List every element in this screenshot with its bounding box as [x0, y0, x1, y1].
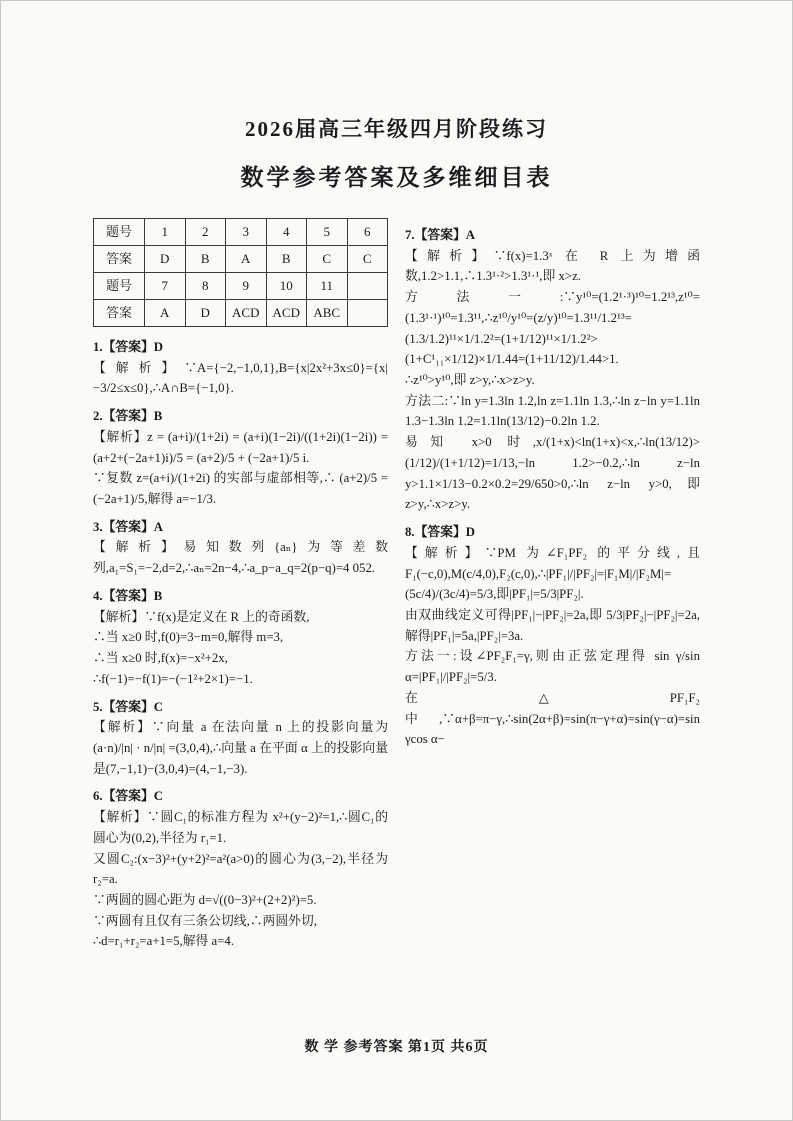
solution-paragraph: 由双曲线定义可得|PF₁|−|PF₂|=2a,即 5/3|PF₂|−|PF₂|=2a,解得|PF₁|=5a,|PF₂|=3a. [405, 607, 700, 643]
answer-line: 2.【答案】B [93, 409, 163, 424]
page-footer: 数 学 参考答案 第1页 共6页 [304, 1040, 489, 1055]
table-cell: 2 [185, 219, 226, 246]
solution-item [405, 225, 700, 515]
document-header [1, 1, 792, 192]
solution-paragraph: 【解析】∵f(x)=1.3ˣ 在 R 上为增函数,1.2>1.1,∴1.3¹·²>1.3¹·¹,即 x>z. [405, 248, 700, 284]
title-line-1: 2026届高三年级四月阶段练习 [245, 117, 548, 141]
table-cell: ACD [266, 300, 307, 327]
solution-paragraph: ∴当 x≥0 时,f(x)=−x²+2x, [93, 651, 228, 666]
solution-paragraph: ∴z¹⁰>y¹⁰,即 z>y,∴x>z>y. [405, 373, 535, 388]
table-cell: 3 [226, 219, 267, 246]
table-cell: C [347, 246, 388, 273]
table-cell [347, 300, 388, 327]
table-cell: 5 [307, 219, 348, 246]
table-cell: ABC [307, 300, 348, 327]
solution-paragraph: 又圆C₂:(x−3)²+(y+2)²=a²(a>0)的圆心为(3,−2),半径为 r₂=a. [93, 851, 388, 887]
table-cell: 8 [185, 273, 226, 300]
title-line-2: 数学参考答案及多维细目表 [240, 165, 553, 190]
answer-line: 1.【答案】D [93, 340, 164, 354]
solution-item [93, 697, 388, 780]
table-cell: 1 [145, 219, 186, 246]
solution-paragraph: 【解析】∵PM 为∠F₁PF₂ 的平分线,且 F₁(−c,0),M(c/4,0),F₂(c,0),∴|PF₁|/|PF₂|=|F₁M|/|F₂M|=(5c/4)/(3c/4)=5/3,即|PF₁|=5/3|PF₂|. [405, 545, 700, 602]
table-cell: A [145, 300, 186, 327]
solution-item [93, 586, 388, 690]
answer-table [93, 218, 388, 327]
table-label-cell: 答案 [94, 300, 145, 327]
table-label-cell: 答案 [94, 246, 145, 273]
solution-paragraph: 方法一:∵y¹⁰=(1.2¹·³)¹⁰=1.2¹³,z¹⁰=(1.3¹·¹)¹⁰=1.3¹¹,∴z¹⁰/y¹⁰=(z/y)¹⁰=1.3¹¹/1.2¹³=(1.3/1.2)¹¹×1/1.2²=(1+1/12)¹¹×1/1.2²>(1+C¹₁₁×1/12)×1/1.44=(1+11/12)/1.44>1. [405, 290, 700, 367]
solution-item [93, 337, 388, 399]
solution-paragraph: ∵两圆的圆心距为 d=√((0−3)²+(2+2)²)=5. [93, 892, 317, 907]
table-cell: B [266, 246, 307, 273]
table-row [94, 300, 388, 327]
solution-item [93, 406, 388, 510]
table-cell [347, 273, 388, 300]
table-cell: 4 [266, 219, 307, 246]
solution-paragraph: ∴f(−1)=−f(1)=−(−1²+2×1)=−1. [93, 671, 253, 686]
solution-paragraph: ∵两圆有且仅有三条公切线,∴两圆外切, [93, 913, 317, 928]
answer-line: 5.【答案】C [93, 699, 164, 714]
table-label-cell: 题号 [94, 219, 145, 246]
solution-paragraph: 在△PF₁F₂ 中,∵α+β=π−γ,∴sin(2α+β)=sin(π−γ+α)=sin(γ−α)=sin γcos α− [405, 690, 700, 747]
table-cell: C [307, 246, 348, 273]
left-column [93, 218, 388, 952]
solution-paragraph: 【解析】z = (a+i)/(1+2i) = (a+i)(1−2i)/((1+2i)(1−2i)) = (a+2+(−2a+1)i)/5 = (a+2)/5 + (−2a+1)/5 i. [93, 429, 388, 465]
table-label-cell: 题号 [94, 273, 145, 300]
solution-paragraph: 【解析】易知数列{aₙ}为等差数列,a₁=S₁=−2,d=2,∴aₙ=2n−4,∴a_p−a_q=2(p−q)=4 052. [93, 540, 388, 576]
table-cell: 6 [347, 219, 388, 246]
table-row [94, 219, 388, 246]
solution-paragraph: 【解析】∵向量 a 在法向量 n 上的投影向量为 (a·n)/|n| · n/|n| =(3,0,4),∴向量 a 在平面 α 上的投影向量是(7,−1,1)−(3,0,4)=(4,−1,−3). [93, 720, 388, 776]
answer-line: 8.【答案】D [405, 525, 476, 540]
table-cell: ACD [226, 300, 267, 327]
answer-table-body [94, 219, 388, 327]
table-cell: B [185, 246, 226, 273]
solution-paragraph: 方法二:∵ln y=1.3ln 1.2,ln z=1.1ln 1.3,∴ln z−ln y=1.1ln 1.3−1.3ln 1.2=1.1ln(13/12)−0.2ln 1.2. [405, 393, 700, 429]
solution-paragraph: 【解析】∵f(x)是定义在 R 上的奇函数, [93, 609, 310, 624]
table-cell: A [226, 246, 267, 273]
solution-paragraph: ∴当 x≥0 时,f(0)=3−m=0,解得 m=3, [93, 630, 284, 645]
solution-paragraph: ∵复数 z=(a+i)/(1+2i) 的实部与虚部相等,∴ (a+2)/5 = (−2a+1)/5,解得 a=−1/3. [93, 471, 388, 507]
answer-line: 7.【答案】A [405, 228, 476, 242]
solution-paragraph: ∴d=r₁+r₂=a+1=5,解得 a=4. [93, 934, 235, 949]
solution-paragraph: 易知 x>0 时,x/(1+x)<ln(1+x)<x,∴ln(13/12)>(1/12)/(1+1/12)=1/13,−ln 1.2>−0.2,∴ln z−ln y>1.1×1/13−0.2×0.2=29/650>0,∴ln z−ln y>0,即 z>y,∴x>z>y. [405, 435, 700, 512]
solution-paragraph: 方法一:设∠PF₂F₁=γ,则由正弦定理得 sin γ/sin α=|PF₁|/|PF₂|=5/3. [405, 649, 700, 685]
right-column [405, 218, 700, 952]
solution-item [93, 517, 388, 579]
solution-item [93, 786, 388, 952]
table-row [94, 273, 388, 300]
solution-item [405, 522, 700, 750]
table-cell: 9 [226, 273, 267, 300]
table-cell: 10 [266, 273, 307, 300]
answer-line: 6.【答案】C [93, 789, 164, 804]
table-cell: 11 [307, 273, 348, 300]
solution-paragraph: 【解析】∵圆C₁的标准方程为 x²+(y−2)²=1,∴圆C₁的圆心为(0,2),半径为 r₁=1. [93, 810, 388, 845]
table-cell: D [185, 300, 226, 327]
table-cell: D [145, 246, 186, 273]
answer-line: 3.【答案】A [93, 519, 164, 534]
table-row [94, 246, 388, 273]
answer-line: 4.【答案】B [93, 588, 163, 603]
solution-paragraph: 【解析】∵A={−2,−1,0,1},B={x|2x²+3x≤0}={x|−3/2≤x≤0},∴A∩B={−1,0}. [93, 360, 388, 396]
table-cell: 7 [145, 273, 186, 300]
document-body [1, 218, 792, 952]
